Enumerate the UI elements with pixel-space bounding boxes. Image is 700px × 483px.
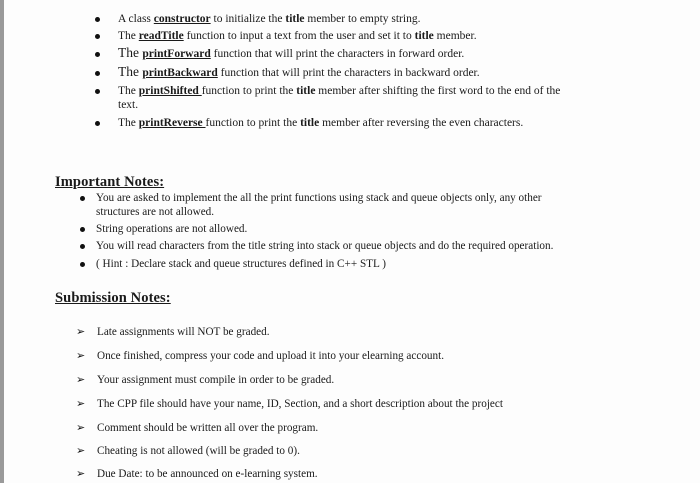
bullet-icon — [80, 196, 85, 201]
item-text: You are asked to implement the all the print functions using stack and queue objects only, any other — [96, 192, 542, 204]
item-text: The — [118, 85, 139, 97]
item-text: member after reversing the even characters. — [319, 117, 524, 129]
page-left-edge — [0, 0, 4, 483]
keyword-title: title — [300, 117, 320, 129]
item-text: member to empty string. — [304, 13, 421, 25]
list-item — [76, 349, 657, 363]
item-text: function that will print the characters in forward order. — [210, 48, 465, 60]
arrow-bullet-icon: ➢ — [76, 444, 86, 457]
list-item — [76, 444, 657, 458]
item-text-continuation: structures are not allowed. — [96, 206, 215, 218]
list-item — [96, 222, 656, 236]
item-text: Once finished, compress your code and upload it into your elearning account. — [97, 350, 445, 362]
list-item — [96, 191, 656, 219]
item-text: ( Hint : Declare stack and queue structures defined in C++ STL ) — [96, 258, 386, 270]
list-item — [118, 116, 678, 130]
item-text: You will read characters from the title string into stack or queue objects and do the required operation. — [96, 240, 554, 252]
item-text: Comment should be written all over the program. — [97, 422, 319, 434]
list-item — [118, 29, 678, 43]
item-text: The — [118, 30, 139, 42]
important-notes-heading: Important Notes: — [55, 174, 165, 190]
arrow-bullet-icon: ➢ — [76, 467, 86, 480]
item-text: function to input a text from the user and set it to — [183, 30, 415, 42]
list-item — [96, 257, 656, 271]
item-text: function that will print the characters in backward order. — [217, 67, 480, 79]
arrow-bullet-icon: ➢ — [76, 373, 86, 386]
list-item — [118, 84, 658, 112]
item-text: member. — [433, 30, 477, 42]
item-text: The — [118, 117, 139, 129]
arrow-bullet-icon: ➢ — [76, 325, 86, 338]
item-text: function to print the — [201, 85, 297, 97]
item-text: The — [118, 45, 143, 60]
keyword-printshifted: printShifted — [138, 85, 202, 97]
keyword-title: title — [414, 30, 434, 42]
keyword-constructor: constructor — [153, 13, 211, 25]
keyword-printbackward: printBackward — [142, 67, 218, 79]
item-text: Cheating is not allowed (will be graded to 0). — [97, 445, 300, 457]
item-text: String operations are not allowed. — [96, 223, 248, 235]
keyword-title: title — [285, 13, 305, 25]
bullet-icon — [95, 121, 100, 126]
bullet-icon — [95, 17, 100, 22]
item-text: member after shifting the first word to the end of the — [315, 85, 561, 97]
item-text: The CPP file should have your name, ID, Section, and a short description about the project — [97, 398, 503, 410]
bullet-icon — [80, 244, 85, 249]
list-item — [118, 46, 678, 61]
item-text: Late assignments will NOT be graded. — [97, 326, 270, 338]
keyword-printforward: printForward — [142, 48, 211, 60]
list-item — [118, 12, 678, 26]
arrow-bullet-icon: ➢ — [76, 349, 86, 362]
bullet-icon — [95, 34, 100, 39]
item-text: Your assignment must compile in order to be graded. — [97, 374, 335, 386]
list-item — [76, 397, 677, 411]
item-text: A class — [118, 13, 154, 25]
submission-notes-heading: Submission Notes: — [55, 290, 171, 306]
item-text: Due Date: to be announced on e-learning system. — [97, 468, 318, 480]
list-item — [118, 65, 678, 80]
bullet-icon — [80, 262, 85, 267]
bullet-icon — [95, 71, 100, 76]
list-item — [76, 373, 657, 387]
arrow-bullet-icon: ➢ — [76, 421, 86, 434]
bullet-icon — [95, 52, 100, 57]
list-item — [76, 421, 657, 435]
list-item — [76, 325, 657, 339]
list-item — [76, 467, 657, 481]
item-text-continuation: text. — [118, 99, 139, 111]
keyword-printreverse: printReverse — [138, 117, 206, 129]
bullet-icon — [80, 227, 85, 232]
list-item — [96, 239, 686, 253]
keyword-title: title — [296, 85, 316, 97]
keyword-readtitle: readTitle — [138, 30, 184, 42]
arrow-bullet-icon: ➢ — [76, 397, 86, 410]
bullet-icon — [95, 89, 100, 94]
item-text: to initialize the — [210, 13, 286, 25]
item-text: function to print the — [205, 117, 301, 129]
item-text: The — [118, 64, 143, 79]
